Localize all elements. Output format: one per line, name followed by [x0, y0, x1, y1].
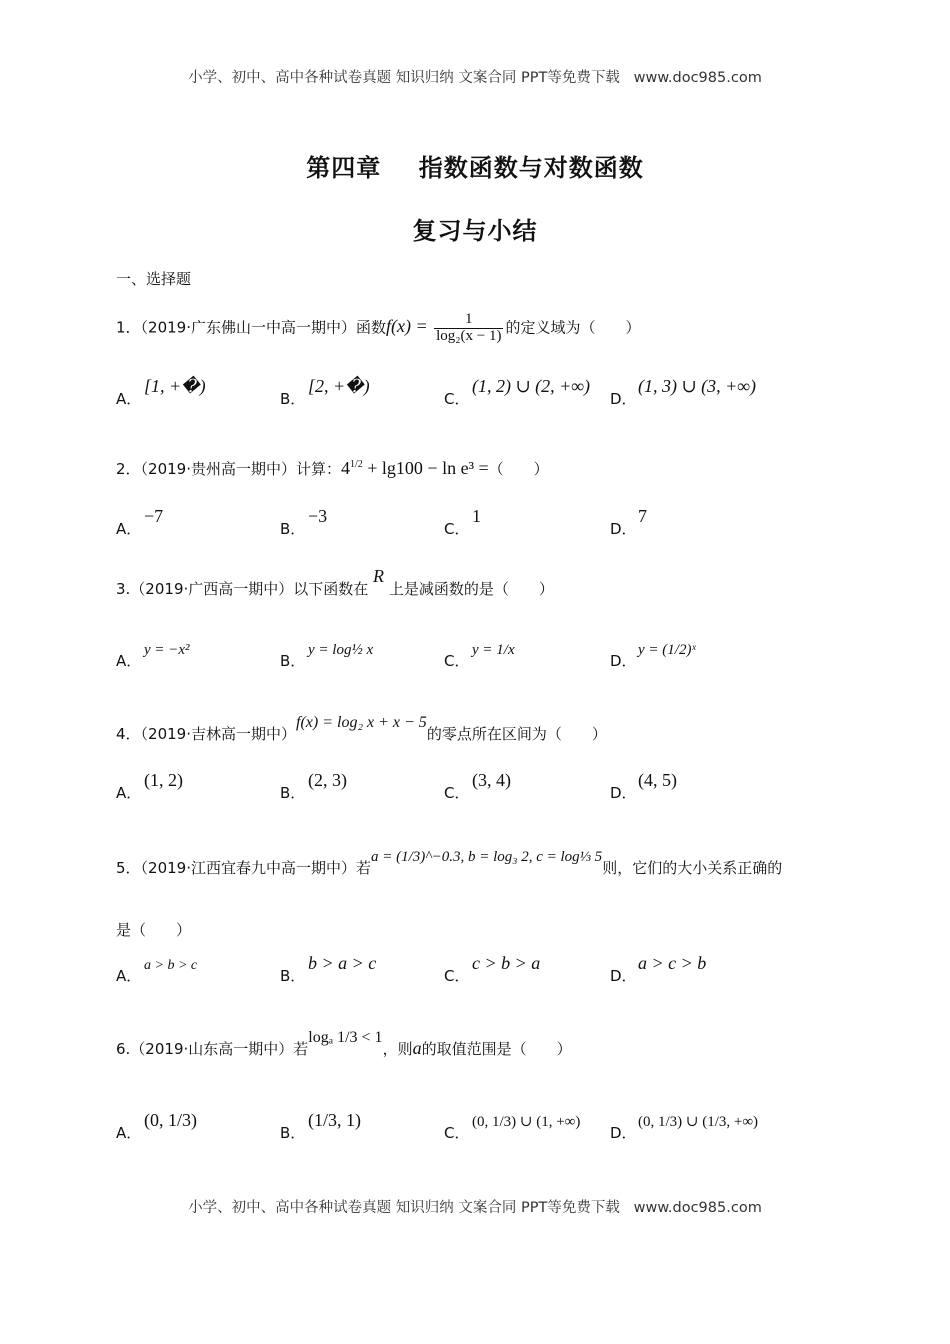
- option-label: A．: [116, 390, 142, 408]
- option-label: B．: [280, 1124, 306, 1142]
- option-label: B．: [280, 967, 306, 985]
- q6-option-a[interactable]: [116, 1110, 197, 1143]
- option-value: [2, +�): [308, 376, 370, 396]
- option-label: D．: [610, 784, 637, 802]
- q4-option-d[interactable]: [610, 770, 677, 803]
- option-label: C．: [444, 390, 470, 408]
- option-label: B．: [280, 390, 306, 408]
- q3-option-c[interactable]: [444, 642, 515, 671]
- q4-stem-prefix: 4．（2019·吉林高一期中）: [116, 725, 296, 743]
- option-value: (4, 5): [638, 770, 677, 790]
- option-label: B．: [280, 652, 306, 670]
- q2-formula-rest: + lg100 − ln e³ =: [362, 458, 489, 478]
- option-label: C．: [444, 520, 470, 538]
- option-label: A．: [116, 1124, 142, 1142]
- q1-formula-lhs: f(x) =: [386, 316, 428, 337]
- option-label: B．: [280, 784, 306, 802]
- q3-var: R: [373, 566, 385, 586]
- option-label: A．: [116, 784, 142, 802]
- question-2: [116, 458, 549, 479]
- q2-base: 4: [341, 458, 350, 478]
- option-value: (1, 2) ∪ (2, +∞): [472, 376, 591, 396]
- q3-stem-prefix: 3.（2019·广西高一期中）以下函数在: [116, 580, 369, 598]
- footer-site-link[interactable]: www.doc985.com: [633, 1200, 762, 1216]
- header-site-link[interactable]: www.doc985.com: [633, 70, 762, 86]
- q5-option-c[interactable]: [444, 953, 541, 986]
- option-value: (1, 2): [144, 770, 183, 790]
- option-value: y = (1/2)ˣ: [638, 642, 696, 658]
- q1-option-b[interactable]: [280, 376, 370, 409]
- q2-stem-suffix: （ ）: [488, 460, 549, 478]
- q1-stem-suffix: 的定义域为（ ）: [505, 318, 641, 337]
- option-value: [1, +�): [144, 376, 206, 396]
- option-value: a > c > b: [638, 953, 707, 973]
- q1-fraction: [434, 312, 503, 345]
- question-6: [116, 1029, 572, 1059]
- q5-formula: a = (1/3)^−0.3, b = log₃ 2, c = log⅓ 5: [371, 849, 603, 865]
- q2-formula: [341, 458, 489, 478]
- option-label: A．: [116, 967, 142, 985]
- q3-option-d[interactable]: [610, 642, 696, 671]
- chapter-name: 指数函数与对数函数: [418, 154, 644, 182]
- q1-option-c[interactable]: [444, 376, 591, 409]
- q6-stem-suffix: 的取值范围是（ ）: [421, 1040, 572, 1058]
- option-value: y = 1/x: [472, 642, 515, 658]
- q3-option-b[interactable]: [280, 642, 374, 671]
- q6-option-b[interactable]: [280, 1110, 361, 1143]
- section-heading: 一、选择题: [116, 270, 192, 288]
- option-value: (0, 1/3) ∪ (1/3, +∞): [638, 1114, 759, 1130]
- option-label: C．: [444, 967, 470, 985]
- q5-stem-suffix: 则，它们的大小关系正确的: [602, 859, 783, 877]
- q5-stem-line2: 是（ ）: [116, 921, 192, 939]
- option-value: (0, 1/3) ∪ (1, +∞): [472, 1114, 581, 1130]
- q6-option-c[interactable]: [444, 1114, 581, 1143]
- option-label: C．: [444, 784, 470, 802]
- q1-denominator: log₂(x − 1): [436, 327, 502, 344]
- option-value: (2, 3): [308, 770, 347, 790]
- question-4: [116, 714, 607, 744]
- q2-exponent: 1/2: [350, 459, 363, 470]
- option-value: (3, 4): [472, 770, 511, 790]
- q2-option-d[interactable]: [610, 506, 647, 539]
- option-value: 7: [638, 506, 647, 526]
- option-label: C．: [444, 652, 470, 670]
- question-1: [116, 312, 641, 345]
- subtitle: 复习与小结: [412, 217, 538, 245]
- option-value: (1/3, 1): [308, 1110, 361, 1130]
- q1-option-a[interactable]: [116, 376, 206, 409]
- question-3: [116, 566, 554, 599]
- q2-option-a[interactable]: [116, 506, 164, 539]
- q1-formula: [386, 311, 505, 344]
- option-label: D．: [610, 967, 637, 985]
- q3-option-a[interactable]: [116, 642, 190, 671]
- q5-option-a[interactable]: [116, 958, 198, 986]
- q4-formula: f(x) = log₂ x + x − 5: [296, 714, 427, 731]
- option-value: −3: [308, 506, 328, 526]
- option-value: 1: [472, 506, 481, 526]
- q5-stem-prefix: 5．（2019·江西宜春九中高一期中）若: [116, 859, 371, 877]
- q1-option-d[interactable]: [610, 376, 757, 409]
- option-value: c > b > a: [472, 953, 541, 973]
- chapter-title: [0, 148, 950, 183]
- q6-stem-mid: ，则: [382, 1040, 413, 1058]
- page-footer: [0, 1196, 950, 1217]
- q6-option-d[interactable]: [610, 1114, 759, 1143]
- option-label: D．: [610, 652, 637, 670]
- chapter-number: 第四章: [306, 154, 382, 182]
- page-header: [0, 66, 950, 87]
- q4-stem-suffix: 的零点所在区间为（ ）: [426, 725, 607, 743]
- q2-option-c[interactable]: [444, 506, 481, 539]
- option-label: D．: [610, 390, 637, 408]
- option-value: b > a > c: [308, 953, 377, 973]
- option-label: C．: [444, 1124, 470, 1142]
- q5-option-b[interactable]: [280, 953, 377, 986]
- q6-var: a: [412, 1038, 422, 1058]
- option-value: (0, 1/3): [144, 1110, 197, 1130]
- option-value: y = log½ x: [308, 642, 374, 658]
- option-value: −7: [144, 506, 164, 526]
- option-value: (1, 3) ∪ (3, +∞): [638, 376, 757, 396]
- header-text: 小学、初中、高中各种试卷真题 知识归纳 文案合同 PPT等免费下载: [188, 70, 620, 86]
- q5-option-d[interactable]: [610, 953, 707, 986]
- option-label: A．: [116, 520, 142, 538]
- option-label: A．: [116, 652, 142, 670]
- q4-option-a[interactable]: [116, 770, 183, 803]
- q1-stem-prefix: 1．（2019·广东佛山一中高一期中）函数: [116, 318, 386, 337]
- q6-stem-prefix: 6.（2019·山东高一期中）若: [116, 1040, 309, 1058]
- option-value: y = −x²: [144, 642, 190, 658]
- q3-stem-suffix: 上是减函数的是（ ）: [388, 580, 554, 598]
- q4-option-b[interactable]: [280, 770, 347, 803]
- option-label: D．: [610, 520, 637, 538]
- q2-stem-prefix: 2．（2019·贵州高一期中）计算：: [116, 460, 341, 478]
- q2-option-b[interactable]: [280, 506, 328, 539]
- option-label: B．: [280, 520, 306, 538]
- question-5: [116, 849, 783, 878]
- footer-text: 小学、初中、高中各种试卷真题 知识归纳 文案合同 PPT等免费下载: [188, 1200, 620, 1216]
- q4-option-c[interactable]: [444, 770, 511, 803]
- option-label: D．: [610, 1124, 637, 1142]
- q1-numerator: 1: [434, 312, 503, 329]
- q6-formula: logₐ 1/3 < 1: [308, 1029, 383, 1046]
- option-value: a > b > c: [144, 958, 198, 973]
